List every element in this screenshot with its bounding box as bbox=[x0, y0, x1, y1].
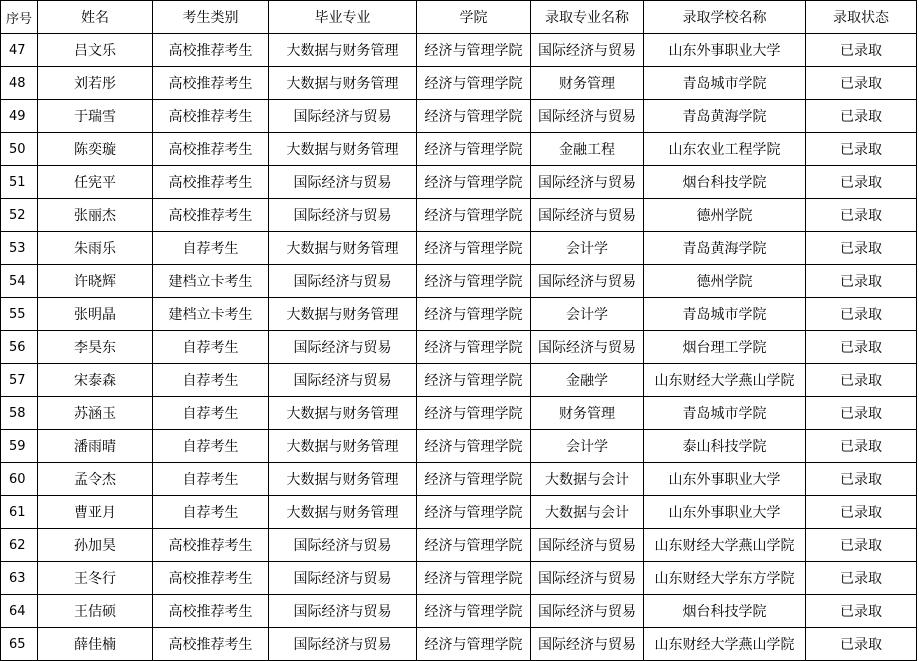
cell-admitted-school: 德州学院 bbox=[644, 265, 806, 298]
cell-college: 经济与管理学院 bbox=[417, 463, 531, 496]
cell-admitted-school: 山东财经大学东方学院 bbox=[644, 562, 806, 595]
cell-candidate-type: 自荐考生 bbox=[153, 331, 269, 364]
cell-college: 经济与管理学院 bbox=[417, 265, 531, 298]
cell-seq: 57 bbox=[1, 364, 38, 397]
cell-name: 张明晶 bbox=[38, 298, 153, 331]
cell-graduation-major: 大数据与财务管理 bbox=[269, 298, 417, 331]
cell-admitted-school: 山东财经大学燕山学院 bbox=[644, 529, 806, 562]
cell-candidate-type: 自荐考生 bbox=[153, 397, 269, 430]
cell-name: 朱雨乐 bbox=[38, 232, 153, 265]
cell-admitted-major: 金融学 bbox=[531, 364, 644, 397]
cell-admission-status: 已录取 bbox=[806, 496, 917, 529]
table-row bbox=[1, 430, 917, 463]
cell-admitted-major: 会计学 bbox=[531, 232, 644, 265]
header-admitted-major: 录取专业名称 bbox=[531, 1, 644, 34]
cell-college: 经济与管理学院 bbox=[417, 496, 531, 529]
cell-college: 经济与管理学院 bbox=[417, 166, 531, 199]
cell-name: 于瑞雪 bbox=[38, 100, 153, 133]
table-row bbox=[1, 496, 917, 529]
cell-graduation-major: 国际经济与贸易 bbox=[269, 628, 417, 661]
table-row bbox=[1, 331, 917, 364]
cell-admitted-school: 青岛黄海学院 bbox=[644, 232, 806, 265]
cell-candidate-type: 建档立卡考生 bbox=[153, 265, 269, 298]
cell-admission-status: 已录取 bbox=[806, 133, 917, 166]
cell-admitted-major: 国际经济与贸易 bbox=[531, 265, 644, 298]
cell-seq: 52 bbox=[1, 199, 38, 232]
cell-admitted-school: 青岛城市学院 bbox=[644, 397, 806, 430]
cell-college: 经济与管理学院 bbox=[417, 628, 531, 661]
table-row bbox=[1, 100, 917, 133]
cell-admitted-major: 国际经济与贸易 bbox=[531, 595, 644, 628]
cell-name: 李昊东 bbox=[38, 331, 153, 364]
cell-admission-status: 已录取 bbox=[806, 265, 917, 298]
cell-graduation-major: 国际经济与贸易 bbox=[269, 331, 417, 364]
cell-college: 经济与管理学院 bbox=[417, 298, 531, 331]
cell-admitted-major: 国际经济与贸易 bbox=[531, 529, 644, 562]
cell-admission-status: 已录取 bbox=[806, 232, 917, 265]
cell-graduation-major: 大数据与财务管理 bbox=[269, 34, 417, 67]
cell-college: 经济与管理学院 bbox=[417, 133, 531, 166]
cell-admitted-major: 国际经济与贸易 bbox=[531, 628, 644, 661]
cell-candidate-type: 自荐考生 bbox=[153, 496, 269, 529]
table-row bbox=[1, 463, 917, 496]
table-row bbox=[1, 166, 917, 199]
header-college: 学院 bbox=[417, 1, 531, 34]
cell-name: 宋泰森 bbox=[38, 364, 153, 397]
cell-candidate-type: 高校推荐考生 bbox=[153, 34, 269, 67]
cell-graduation-major: 大数据与财务管理 bbox=[269, 463, 417, 496]
cell-name: 潘雨晴 bbox=[38, 430, 153, 463]
cell-admitted-school: 山东外事职业大学 bbox=[644, 496, 806, 529]
cell-candidate-type: 自荐考生 bbox=[153, 232, 269, 265]
cell-college: 经济与管理学院 bbox=[417, 529, 531, 562]
cell-name: 王冬行 bbox=[38, 562, 153, 595]
cell-graduation-major: 国际经济与贸易 bbox=[269, 595, 417, 628]
cell-candidate-type: 高校推荐考生 bbox=[153, 67, 269, 100]
cell-admitted-school: 烟台理工学院 bbox=[644, 331, 806, 364]
cell-college: 经济与管理学院 bbox=[417, 364, 531, 397]
cell-candidate-type: 自荐考生 bbox=[153, 430, 269, 463]
cell-graduation-major: 国际经济与贸易 bbox=[269, 364, 417, 397]
table-row bbox=[1, 298, 917, 331]
cell-college: 经济与管理学院 bbox=[417, 100, 531, 133]
cell-graduation-major: 大数据与财务管理 bbox=[269, 496, 417, 529]
cell-admitted-school: 山东外事职业大学 bbox=[644, 463, 806, 496]
cell-seq: 53 bbox=[1, 232, 38, 265]
cell-admission-status: 已录取 bbox=[806, 397, 917, 430]
cell-admitted-major: 财务管理 bbox=[531, 67, 644, 100]
table-row bbox=[1, 595, 917, 628]
cell-admitted-major: 国际经济与贸易 bbox=[531, 100, 644, 133]
cell-seq: 60 bbox=[1, 463, 38, 496]
cell-graduation-major: 大数据与财务管理 bbox=[269, 397, 417, 430]
table-row bbox=[1, 364, 917, 397]
cell-admission-status: 已录取 bbox=[806, 67, 917, 100]
cell-admission-status: 已录取 bbox=[806, 298, 917, 331]
cell-graduation-major: 国际经济与贸易 bbox=[269, 562, 417, 595]
cell-admission-status: 已录取 bbox=[806, 430, 917, 463]
cell-admission-status: 已录取 bbox=[806, 331, 917, 364]
cell-graduation-major: 国际经济与贸易 bbox=[269, 166, 417, 199]
cell-admitted-major: 会计学 bbox=[531, 298, 644, 331]
cell-admitted-major: 国际经济与贸易 bbox=[531, 199, 644, 232]
cell-seq: 51 bbox=[1, 166, 38, 199]
cell-name: 张丽杰 bbox=[38, 199, 153, 232]
cell-graduation-major: 国际经济与贸易 bbox=[269, 265, 417, 298]
cell-graduation-major: 国际经济与贸易 bbox=[269, 529, 417, 562]
cell-candidate-type: 高校推荐考生 bbox=[153, 628, 269, 661]
cell-graduation-major: 国际经济与贸易 bbox=[269, 199, 417, 232]
table-row bbox=[1, 67, 917, 100]
cell-college: 经济与管理学院 bbox=[417, 232, 531, 265]
cell-admitted-major: 国际经济与贸易 bbox=[531, 166, 644, 199]
header-name: 姓名 bbox=[38, 1, 153, 34]
cell-college: 经济与管理学院 bbox=[417, 34, 531, 67]
cell-admitted-major: 财务管理 bbox=[531, 397, 644, 430]
cell-name: 曹亚月 bbox=[38, 496, 153, 529]
cell-seq: 58 bbox=[1, 397, 38, 430]
cell-admitted-school: 山东财经大学燕山学院 bbox=[644, 364, 806, 397]
header-candidate-type: 考生类别 bbox=[153, 1, 269, 34]
cell-candidate-type: 高校推荐考生 bbox=[153, 595, 269, 628]
cell-college: 经济与管理学院 bbox=[417, 397, 531, 430]
cell-admission-status: 已录取 bbox=[806, 364, 917, 397]
cell-admission-status: 已录取 bbox=[806, 529, 917, 562]
table-row bbox=[1, 265, 917, 298]
cell-name: 苏涵玉 bbox=[38, 397, 153, 430]
cell-seq: 56 bbox=[1, 331, 38, 364]
cell-admitted-major: 国际经济与贸易 bbox=[531, 331, 644, 364]
cell-seq: 50 bbox=[1, 133, 38, 166]
cell-admitted-school: 德州学院 bbox=[644, 199, 806, 232]
cell-admitted-school: 烟台科技学院 bbox=[644, 595, 806, 628]
cell-name: 薛佳楠 bbox=[38, 628, 153, 661]
cell-name: 王佶硕 bbox=[38, 595, 153, 628]
cell-seq: 49 bbox=[1, 100, 38, 133]
cell-candidate-type: 自荐考生 bbox=[153, 364, 269, 397]
table-row bbox=[1, 133, 917, 166]
cell-seq: 55 bbox=[1, 298, 38, 331]
cell-admission-status: 已录取 bbox=[806, 199, 917, 232]
cell-college: 经济与管理学院 bbox=[417, 562, 531, 595]
table-row bbox=[1, 628, 917, 661]
cell-graduation-major: 大数据与财务管理 bbox=[269, 133, 417, 166]
cell-graduation-major: 国际经济与贸易 bbox=[269, 100, 417, 133]
header-seq: 序号 bbox=[1, 1, 38, 34]
cell-seq: 62 bbox=[1, 529, 38, 562]
cell-seq: 63 bbox=[1, 562, 38, 595]
cell-admitted-school: 青岛城市学院 bbox=[644, 298, 806, 331]
cell-admitted-major: 大数据与会计 bbox=[531, 496, 644, 529]
cell-seq: 61 bbox=[1, 496, 38, 529]
cell-seq: 47 bbox=[1, 34, 38, 67]
table-body bbox=[1, 34, 917, 661]
cell-admission-status: 已录取 bbox=[806, 100, 917, 133]
cell-admission-status: 已录取 bbox=[806, 562, 917, 595]
cell-admitted-major: 国际经济与贸易 bbox=[531, 34, 644, 67]
cell-graduation-major: 大数据与财务管理 bbox=[269, 430, 417, 463]
cell-seq: 59 bbox=[1, 430, 38, 463]
cell-candidate-type: 高校推荐考生 bbox=[153, 199, 269, 232]
cell-college: 经济与管理学院 bbox=[417, 595, 531, 628]
cell-candidate-type: 高校推荐考生 bbox=[153, 562, 269, 595]
cell-candidate-type: 高校推荐考生 bbox=[153, 166, 269, 199]
table-row bbox=[1, 199, 917, 232]
cell-seq: 64 bbox=[1, 595, 38, 628]
cell-seq: 54 bbox=[1, 265, 38, 298]
cell-candidate-type: 自荐考生 bbox=[153, 463, 269, 496]
cell-name: 许晓辉 bbox=[38, 265, 153, 298]
cell-college: 经济与管理学院 bbox=[417, 199, 531, 232]
cell-college: 经济与管理学院 bbox=[417, 67, 531, 100]
cell-admitted-school: 烟台科技学院 bbox=[644, 166, 806, 199]
table-row bbox=[1, 34, 917, 67]
cell-name: 孙加昊 bbox=[38, 529, 153, 562]
cell-admission-status: 已录取 bbox=[806, 166, 917, 199]
cell-admitted-school: 山东财经大学燕山学院 bbox=[644, 628, 806, 661]
cell-admitted-major: 会计学 bbox=[531, 430, 644, 463]
cell-name: 陈奕璇 bbox=[38, 133, 153, 166]
cell-admitted-major: 金融工程 bbox=[531, 133, 644, 166]
cell-college: 经济与管理学院 bbox=[417, 331, 531, 364]
cell-name: 刘若彤 bbox=[38, 67, 153, 100]
cell-admitted-school: 山东农业工程学院 bbox=[644, 133, 806, 166]
cell-seq: 65 bbox=[1, 628, 38, 661]
cell-admitted-school: 青岛城市学院 bbox=[644, 67, 806, 100]
cell-admission-status: 已录取 bbox=[806, 595, 917, 628]
table-row bbox=[1, 232, 917, 265]
cell-name: 吕文乐 bbox=[38, 34, 153, 67]
cell-candidate-type: 高校推荐考生 bbox=[153, 529, 269, 562]
table-row bbox=[1, 562, 917, 595]
header-admission-status: 录取状态 bbox=[806, 1, 917, 34]
cell-graduation-major: 大数据与财务管理 bbox=[269, 67, 417, 100]
cell-admitted-major: 国际经济与贸易 bbox=[531, 562, 644, 595]
cell-admission-status: 已录取 bbox=[806, 628, 917, 661]
cell-graduation-major: 大数据与财务管理 bbox=[269, 232, 417, 265]
table-row bbox=[1, 529, 917, 562]
cell-name: 孟令杰 bbox=[38, 463, 153, 496]
cell-college: 经济与管理学院 bbox=[417, 430, 531, 463]
cell-candidate-type: 建档立卡考生 bbox=[153, 298, 269, 331]
header-row bbox=[1, 1, 917, 34]
cell-admitted-school: 青岛黄海学院 bbox=[644, 100, 806, 133]
cell-seq: 48 bbox=[1, 67, 38, 100]
cell-admitted-major: 大数据与会计 bbox=[531, 463, 644, 496]
header-graduation-major: 毕业专业 bbox=[269, 1, 417, 34]
table-row bbox=[1, 397, 917, 430]
cell-admitted-school: 山东外事职业大学 bbox=[644, 34, 806, 67]
cell-candidate-type: 高校推荐考生 bbox=[153, 133, 269, 166]
cell-admitted-school: 泰山科技学院 bbox=[644, 430, 806, 463]
cell-name: 任宪平 bbox=[38, 166, 153, 199]
cell-admission-status: 已录取 bbox=[806, 34, 917, 67]
header-admitted-school: 录取学校名称 bbox=[644, 1, 806, 34]
cell-candidate-type: 高校推荐考生 bbox=[153, 100, 269, 133]
cell-admission-status: 已录取 bbox=[806, 463, 917, 496]
